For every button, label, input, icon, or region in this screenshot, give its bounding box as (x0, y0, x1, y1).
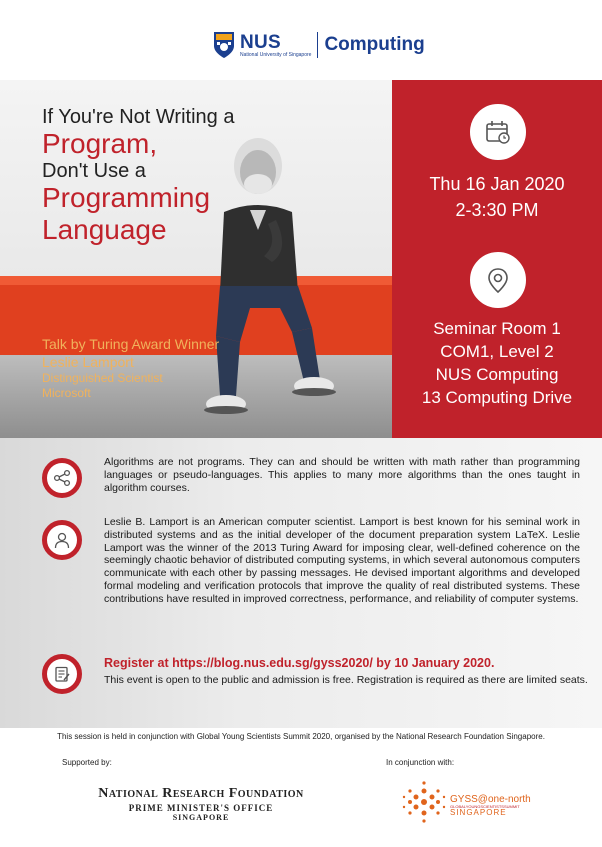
event-date: Thu 16 Jan 2020 (429, 174, 565, 194)
speaker-org: Microsoft (42, 386, 91, 400)
speaker-info (42, 336, 219, 401)
talk-title (42, 106, 302, 245)
hero-section (0, 80, 392, 438)
form-icon (53, 665, 71, 683)
nus-crest-icon (212, 30, 236, 60)
register-prefix: Register at (104, 656, 173, 670)
title-line-1: If You're Not Writing a (42, 106, 235, 128)
header (0, 0, 602, 80)
talk-abstract: Algorithms are not programs. They can and should be written with math rather than programming languages or pseudo-languages. This applies to many more algorithms than the ones taught in algorithm courses. (104, 456, 580, 494)
nus-logo-subtitle: National University of Singapore (240, 51, 312, 58)
talk-by-line: Talk by Turing Award Winner (42, 336, 220, 352)
event-time: 2-3:30 PM (455, 200, 539, 220)
title-line-4: Programming (42, 182, 211, 214)
nus-wordmark (240, 33, 311, 58)
conjunction-note: This session is held in conjunction with Global Young Scientists Summit 2020, organised by the National Research Foundation Singapore. (57, 732, 545, 741)
venue-line-1: Seminar Room 1 (433, 319, 561, 338)
bio-badge (42, 520, 82, 560)
gyss-subtitle: GLOBALYOUNGSCIENTISTSSUMMIT (450, 804, 520, 809)
nrf-name: National Research Foundation (98, 786, 304, 801)
nrf-country: SINGAPORE (172, 813, 230, 822)
event-venue (392, 318, 602, 410)
venue-line-4: 13 Computing Drive (421, 387, 573, 407)
register-link[interactable]: https://blog.nus.edu.sg/gyss2020/ (172, 656, 373, 670)
speaker-title: Distinguished Scientist (42, 371, 163, 385)
register-badge (42, 654, 82, 694)
supported-by-label: Supported by: (62, 758, 112, 767)
venue-line-2: COM1, Level 2 (440, 341, 554, 361)
logo-divider (317, 32, 318, 58)
title-line-2: Program, (42, 128, 158, 160)
share-icon (53, 469, 71, 487)
register-line (104, 656, 494, 670)
details-section (0, 438, 602, 728)
location-badge (470, 252, 526, 308)
nrf-logo (80, 786, 322, 822)
nus-computing-logo[interactable] (212, 30, 425, 60)
nus-logo-text: NUS (240, 31, 282, 53)
calendar-badge (470, 104, 526, 160)
gyss-name: GYSS@one-north (450, 794, 531, 805)
title-line-3: Don't Use a (42, 159, 146, 182)
event-info-panel (392, 80, 602, 438)
register-deadline: by 10 January 2020. (372, 656, 495, 670)
speaker-bio: Leslie B. Lamport is an American computer scientist. Lamport is best known for his seminal work in distributed systems and as the initial developer of the document preparation system LaTeX. Leslie Lamport was the winner of the 2013 Turing Award for imposing clear, well-defined coherence on the seemingly chaotic behavior of distributed computing systems, in which several autonomous computers communicate with each other by passing messages. He devised important algorithms and developed formal modeling and verification protocols that improve the quality of real distributed systems. These contributions have resulted in improved correctness, performance, and reliability of computer systems. (104, 516, 580, 605)
in-conjunction-label: In conjunction with: (386, 758, 455, 767)
title-line-5: Language (42, 213, 167, 245)
division-name: Computing (324, 34, 425, 55)
gyss-country: SINGAPORE (450, 808, 507, 817)
location-pin-icon (484, 266, 512, 294)
calendar-icon (484, 118, 512, 146)
admission-note: This event is open to the public and admission is free. Registration is required as there are limited seats. (104, 674, 588, 686)
nrf-office: PRIME MINISTER'S OFFICE (128, 803, 274, 813)
gyss-logo (450, 795, 531, 817)
person-icon (53, 531, 71, 549)
speaker-name: Leslie Lamport (42, 353, 134, 370)
venue-line-3: NUS Computing (435, 364, 559, 384)
abstract-badge (42, 458, 82, 498)
